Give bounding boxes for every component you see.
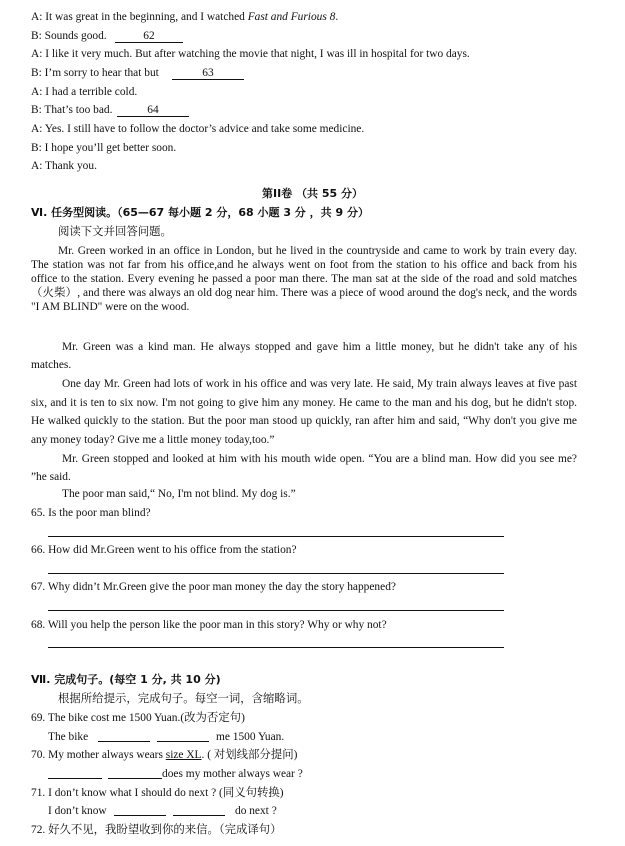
dialogue-text: B: Sounds good. — [31, 30, 107, 42]
story-paragraph-1 — [31, 244, 577, 314]
story-line: neck, and the words "I AM BLIND" were on the wood. — [31, 287, 577, 313]
q69-answer-suffix: me 1500 Yuan. — [216, 731, 285, 743]
story-line: past six, and it is ten to six now. I'm not going to give him any money. He came to the man and his dog, but he — [31, 378, 577, 409]
dialogue-line-5: A: I had a terrible cold. — [31, 86, 138, 98]
answer-line-65[interactable] — [48, 536, 504, 537]
story-line: Mr. Green stopped and looked at him with his mouth wide open. “You are a blind man. How did you see — [62, 453, 555, 465]
story-line: One day Mr. Green had lots of work in his office and was very late. He said, My train always leaves at five — [62, 378, 556, 390]
story-paragraph-5: The poor man said,“ No, I'm not blind. My dog is.” — [62, 488, 296, 500]
story-line: me? ”he said. — [31, 453, 577, 483]
dialogue-line-7: A: Yes. I still have to follow the doctor’s advice and take some medicine. — [31, 123, 365, 135]
section7-instruction: 根据所给提示，完成句子。每空一词，含缩略词。 — [58, 693, 309, 705]
section7-heading: Ⅶ. 完成句子。(每空 1 分, 共 10 分) — [31, 673, 221, 686]
q71-answer-suffix: do next ? — [235, 805, 277, 817]
story-line: matches. — [31, 359, 72, 371]
section6-instruction: 阅读下文并回答问题。 — [58, 226, 172, 238]
q70-underlined: size XL — [165, 749, 202, 761]
story-paragraph-4 — [31, 450, 577, 486]
dialogue-line-8: B: I hope you’ll get better soon. — [31, 142, 177, 154]
story-line: Mr. Green was a kind man. He always stopped and gave him a little money, but he didn't take any of his — [62, 341, 577, 353]
question-66: 66. How did Mr.Green went to his office from the station? — [31, 544, 297, 556]
q70-blank-2[interactable] — [108, 778, 162, 779]
blank-64[interactable] — [117, 116, 189, 117]
blank-63[interactable] — [172, 79, 244, 80]
story-line: don't you give me any money today? Give me a little money today,too.” — [31, 415, 577, 446]
blank-63-number: 63 — [202, 67, 214, 79]
q70-answer-suffix: does my mother always wear ? — [162, 768, 303, 780]
dialogue-text: B: That’s too bad. — [31, 104, 113, 116]
q71-blank-2[interactable] — [173, 815, 225, 816]
question-65: 65. Is the poor man blind? — [31, 507, 151, 519]
dialogue-line-1 — [31, 10, 338, 24]
q70-text: . ( 对划线部分提问) — [201, 749, 298, 761]
blank-64-number: 64 — [147, 104, 159, 116]
dialogue-line-3: A: I like it very much. But after watching the movie that night, I was ill in hospital for two days. — [31, 48, 470, 60]
story-line: day. The station was not far from his office,and he always went on foot from the station to his office and back — [31, 245, 577, 271]
q70-text: 70. My mother always wears — [31, 749, 166, 761]
q71-blank-1[interactable] — [114, 815, 166, 816]
question-71: 71. I don’t know what I should do next ? (同义句转换) — [31, 787, 284, 799]
question-70 — [31, 748, 297, 762]
question-68: 68. Will you help the person like the poor man in this story? Why or why not? — [31, 619, 387, 631]
story-paragraph-2 — [31, 338, 577, 374]
question-69: 69. The bike cost me 1500 Yuan.(改为否定句) — [31, 712, 245, 724]
q69-blank-1[interactable] — [98, 741, 150, 742]
q69-answer-prefix: The bike — [48, 731, 89, 743]
blank-62[interactable] — [115, 42, 183, 43]
dialogue-text: A: It was great in the beginning, and I watched — [31, 11, 248, 23]
q69-blank-2[interactable] — [157, 741, 209, 742]
part2-title: 第II卷 （共 55 分） — [262, 187, 363, 200]
story-paragraph-3 — [31, 375, 577, 449]
question-72: 72. 好久不见，我盼望收到你的来信。（完成译句） — [31, 824, 282, 836]
blank-62-number: 62 — [143, 30, 155, 42]
section6-heading: Ⅵ. 任务型阅读。（65—67 每小题 2 分，68 小题 3 分 ，共 9 分） — [31, 206, 369, 219]
q71-answer-prefix: I don’t know — [48, 805, 107, 817]
dialogue-text: B: I’m sorry to hear that but — [31, 67, 159, 79]
dialogue-line-4 — [31, 66, 159, 80]
answer-line-68[interactable] — [48, 647, 504, 648]
dialogue-line-2 — [31, 29, 107, 43]
q70-blank-1[interactable] — [48, 778, 102, 779]
answer-line-67[interactable] — [48, 610, 504, 611]
story-line: didn't stop. He walked quickly to the station. But the poor man stood up quickly, ran after him and said, “Why — [31, 396, 577, 427]
story-line: from his office to the station. Every evening he passed a poor man there. The man sat at the side of the road and — [31, 259, 577, 285]
story-line: Mr. Green worked in an office in London, but he lived in the countryside and came to work by train every — [58, 245, 555, 257]
dialogue-line-9: A: Thank you. — [31, 160, 97, 172]
answer-line-66[interactable] — [48, 573, 504, 574]
dialogue-line-6 — [31, 103, 112, 117]
story-line: sold matches（火柴）, and there was always an old dog near him. There was a piece of wood around the dog's — [31, 273, 577, 299]
movie-title: Fast and Furious 8 — [247, 11, 336, 23]
question-67: 67. Why didn’t Mr.Green give the poor man money the day the story happened? — [31, 581, 396, 593]
dialogue-text: . — [335, 11, 339, 23]
